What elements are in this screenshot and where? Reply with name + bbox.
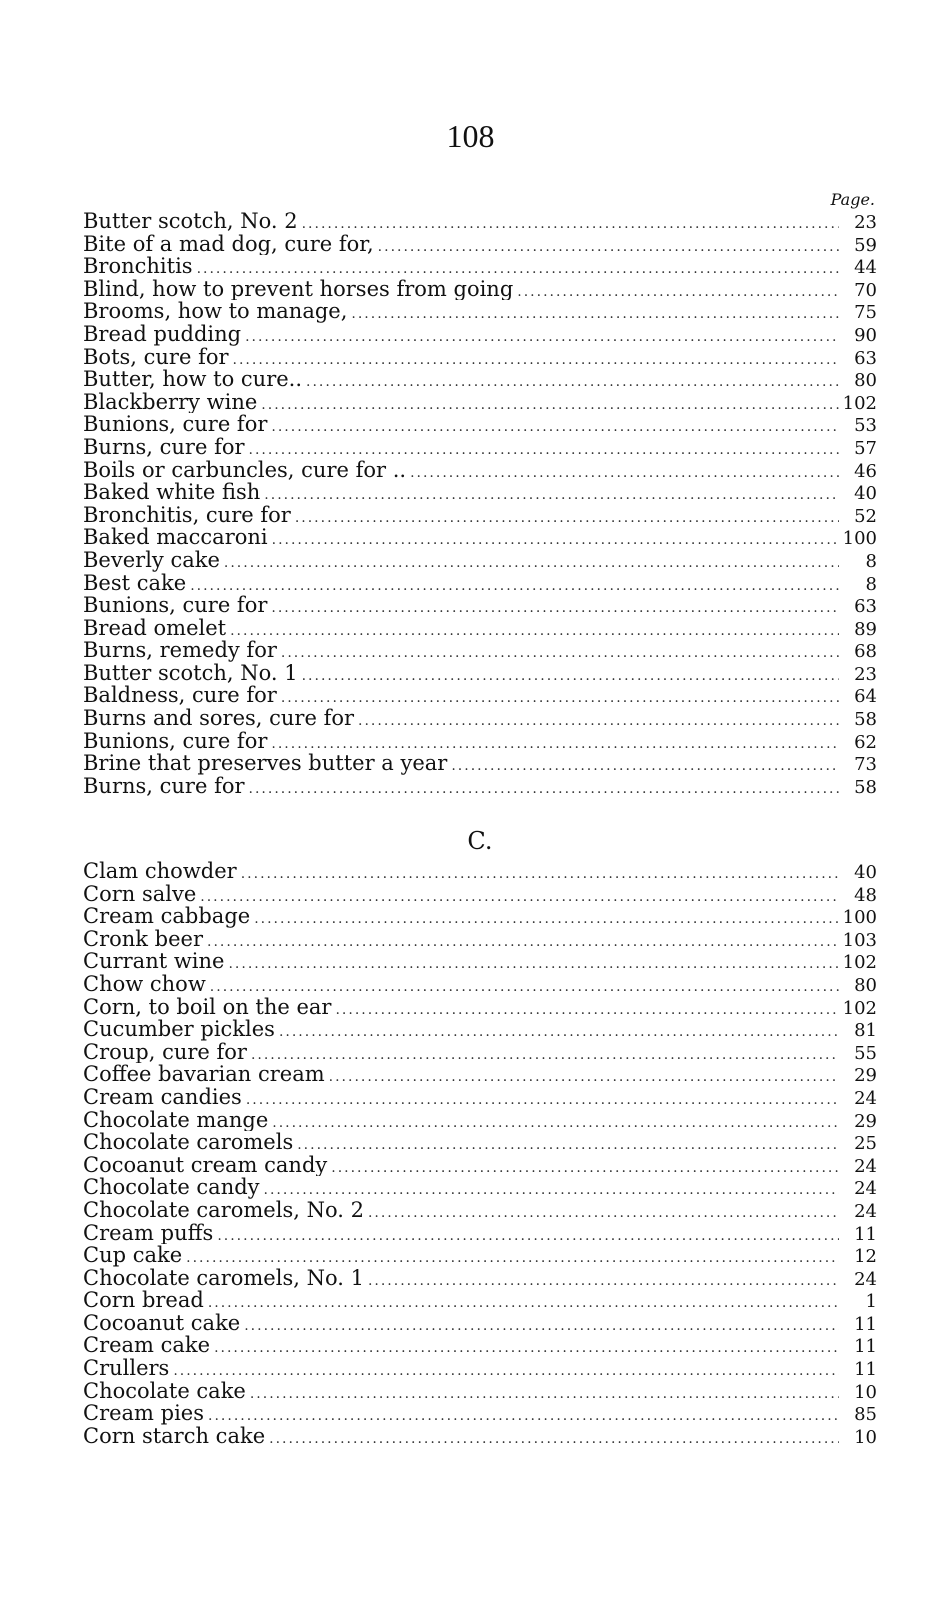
dot-leader	[251, 1044, 839, 1064]
entry-label: Cream cabbage	[83, 905, 251, 928]
index-entry	[83, 775, 877, 798]
dot-leader	[244, 1315, 839, 1335]
entry-label: Beverly cake	[83, 548, 220, 572]
entry-label: Cup cake	[83, 1244, 183, 1267]
entry-label: Chow chow	[83, 972, 206, 996]
entry-page-number: 73	[854, 754, 877, 775]
index-entry	[83, 210, 877, 233]
index-entry	[83, 459, 877, 482]
index-entry	[83, 1357, 877, 1380]
dot-leader	[217, 1225, 839, 1245]
entry-page-number: 8	[865, 550, 877, 572]
index-entry	[83, 1312, 877, 1335]
entry-label: Cream pies	[83, 1402, 205, 1425]
index-entry	[83, 346, 877, 369]
entry-label: Crullers	[83, 1357, 170, 1380]
entry-label: Burns and sores, cure for	[83, 707, 355, 730]
entry-page-number: 1	[865, 1291, 877, 1312]
index-entry	[83, 928, 877, 951]
entry-page-number: 48	[854, 884, 877, 906]
entry-label: Clam chowder	[83, 860, 237, 883]
entry-label: Croup, cure for	[83, 1040, 247, 1064]
entry-page-number: 11	[854, 1313, 877, 1335]
entry-label: Butter, how to cure..	[83, 368, 303, 391]
entry-page-number: 80	[854, 370, 877, 391]
entry-page-number: 68	[854, 641, 877, 662]
entry-label: Corn, to boil on the ear	[83, 995, 332, 1019]
dot-leader	[173, 1360, 839, 1380]
index-entry	[83, 549, 877, 572]
index-entry	[83, 707, 877, 730]
entry-label: Bronchitis	[83, 255, 193, 278]
entry-label: Currant wine	[83, 950, 225, 973]
entry-page-number: 23	[854, 663, 877, 685]
entry-page-number: 44	[854, 257, 877, 278]
dot-leader	[279, 1021, 839, 1041]
entry-page-number: 40	[854, 862, 877, 883]
dot-leader	[208, 1292, 839, 1312]
entry-page-number: 90	[854, 324, 877, 346]
index-entry	[83, 255, 877, 278]
index-entry	[83, 1380, 877, 1403]
index-entry	[83, 368, 877, 391]
entry-page-number: 80	[854, 974, 877, 996]
index-entry	[83, 730, 877, 753]
dot-leader	[271, 733, 839, 753]
dot-leader	[264, 484, 839, 504]
dot-leader	[517, 281, 839, 301]
entry-page-number: 10	[854, 1381, 877, 1403]
index-entry	[83, 950, 877, 973]
entry-page-number: 70	[854, 279, 877, 301]
entry-label: Corn bread	[83, 1289, 204, 1312]
entry-label: Chocolate mange	[83, 1108, 269, 1132]
index-entry	[83, 883, 877, 906]
dot-leader	[250, 1383, 839, 1403]
entry-label: Bread pudding	[83, 322, 242, 346]
dot-leader	[368, 1270, 839, 1290]
page-column-label: Page.	[830, 190, 875, 209]
dot-leader	[281, 642, 839, 662]
index-entry	[83, 481, 877, 504]
dot-leader	[295, 507, 839, 527]
index-entry	[83, 1131, 877, 1154]
dot-leader	[272, 529, 839, 549]
page-number: 108	[446, 118, 495, 154]
entry-label: Bunions, cure for	[83, 413, 268, 436]
entry-page-number: 64	[854, 686, 877, 708]
index-section-b	[83, 190, 877, 797]
entry-page-number: 85	[854, 1404, 877, 1425]
dot-leader	[230, 620, 839, 640]
entry-label: Corn salve	[83, 882, 197, 906]
entry-page-number: 24	[854, 1155, 877, 1177]
entry-label: Cocoanut cream candy	[83, 1153, 328, 1177]
index-entry	[83, 662, 877, 685]
index-section-c	[83, 860, 877, 1447]
dot-leader	[233, 349, 839, 369]
index-entry	[83, 617, 877, 640]
entry-page-number: 89	[854, 618, 877, 640]
entry-label: Chocolate cake	[83, 1379, 246, 1403]
dot-leader	[228, 953, 838, 973]
index-entry	[83, 860, 877, 883]
entry-label: Chocolate caromels	[83, 1131, 294, 1154]
section-c-heading-wrap	[83, 826, 877, 856]
index-entry	[83, 1199, 877, 1222]
dot-leader	[410, 462, 839, 482]
entry-page-number: 100	[842, 907, 877, 928]
entry-page-number: 12	[854, 1246, 877, 1267]
entry-page-number: 63	[854, 596, 877, 617]
dot-leader	[241, 863, 839, 883]
entry-page-number: 100	[842, 528, 877, 549]
dot-leader	[249, 439, 839, 459]
entry-label: Butter scotch, No. 2	[83, 210, 298, 233]
index-entry	[83, 752, 877, 775]
dot-leader	[351, 303, 839, 323]
entry-page-number: 10	[854, 1426, 877, 1448]
entry-label: Baldness, cure for	[83, 684, 277, 708]
entry-label: Burns, cure for	[83, 435, 245, 459]
entry-label: Bunions, cure for	[83, 729, 268, 753]
entry-page-number: 24	[854, 1268, 877, 1290]
index-entry	[83, 300, 877, 323]
entry-page-number: 102	[842, 952, 877, 973]
index-entry	[83, 1289, 877, 1312]
entry-label: Cronk beer	[83, 927, 204, 951]
entry-label: Chocolate caromels, No. 1	[83, 1266, 364, 1290]
dot-leader	[261, 394, 838, 414]
entry-page-number: 59	[854, 234, 877, 256]
index-entry	[83, 594, 877, 617]
index-entry	[83, 684, 877, 707]
entry-label: Baked maccaroni	[83, 526, 268, 549]
dot-leader	[197, 258, 839, 278]
entry-label: Coffee bavarian cream	[83, 1063, 325, 1086]
entry-label: Chocolate caromels, No. 2	[83, 1198, 364, 1222]
index-entry	[83, 323, 877, 346]
index-entry	[83, 1018, 877, 1041]
index-entry	[83, 1425, 877, 1448]
dot-leader	[331, 1157, 839, 1177]
index-entry	[83, 413, 877, 436]
dot-leader	[224, 552, 839, 572]
entry-page-number: 53	[854, 415, 877, 436]
dot-leader	[210, 976, 839, 996]
dot-leader	[190, 575, 839, 595]
entry-page-number: 24	[854, 1087, 877, 1109]
entry-label: Blind, how to prevent horses from going	[83, 277, 514, 301]
index-entry	[83, 278, 877, 301]
entry-page-number: 75	[854, 302, 877, 323]
entry-page-number: 24	[854, 1200, 877, 1222]
index-entry	[83, 973, 877, 996]
index-entry	[83, 233, 877, 256]
entry-label: Burns, remedy for	[83, 639, 277, 662]
entry-label: Baked white fish	[83, 481, 261, 504]
entry-label: Blackberry wine	[83, 390, 258, 414]
index-entry	[83, 996, 877, 1019]
entry-page-number: 25	[854, 1133, 877, 1154]
entry-page-number: 29	[854, 1110, 877, 1132]
dot-leader	[254, 908, 838, 928]
index-entry	[83, 572, 877, 595]
entry-label: Bots, cure for	[83, 345, 229, 369]
entry-label: Brooms, how to manage,	[83, 300, 348, 323]
dot-leader	[335, 999, 838, 1019]
entry-label: Bronchitis, cure for	[83, 503, 291, 527]
entry-page-number: 11	[854, 1336, 877, 1358]
entry-page-number: 58	[854, 776, 877, 798]
index-entry	[83, 526, 877, 549]
entry-page-number: 23	[854, 212, 877, 233]
entry-label: Cream puffs	[83, 1221, 214, 1245]
entry-label: Corn starch cake	[83, 1424, 266, 1448]
index-entry	[83, 1334, 877, 1357]
entry-label: Burns, cure for	[83, 774, 245, 798]
entry-page-number: 58	[854, 709, 877, 730]
entry-page-number: 57	[854, 437, 877, 459]
section-letter-c: C.	[467, 827, 493, 855]
entry-label: Cream candies	[83, 1085, 242, 1109]
dot-leader	[302, 213, 839, 233]
entry-label: Best cake	[83, 571, 187, 595]
dot-leader	[200, 886, 839, 906]
index-list-c	[83, 860, 877, 1447]
entry-page-number: 24	[854, 1178, 877, 1199]
index-list-b	[83, 210, 877, 797]
dot-leader	[358, 710, 839, 730]
index-entry	[83, 905, 877, 928]
dot-leader	[297, 1134, 839, 1154]
dot-leader	[269, 1428, 839, 1448]
index-entry	[83, 1176, 877, 1199]
entry-page-number: 62	[854, 731, 877, 753]
dot-leader	[208, 1405, 839, 1425]
index-entry	[83, 504, 877, 527]
dot-leader	[271, 416, 839, 436]
dot-leader	[281, 687, 839, 707]
entry-label: Cream cake	[83, 1334, 211, 1358]
dot-leader	[207, 931, 839, 951]
index-entry	[83, 1402, 877, 1425]
index-entry	[83, 1244, 877, 1267]
entry-label: Bite of a mad dog, cure for,	[83, 232, 374, 256]
entry-page-number: 102	[842, 392, 877, 414]
entry-page-number: 103	[842, 929, 877, 951]
entry-page-number: 81	[854, 1020, 877, 1041]
entry-page-number: 11	[854, 1359, 877, 1380]
entry-page-number: 102	[842, 997, 877, 1019]
dot-leader	[186, 1247, 839, 1267]
entry-page-number: 29	[854, 1065, 877, 1086]
index-entry	[83, 1086, 877, 1109]
index-entry	[83, 1041, 877, 1064]
index-entry	[83, 1267, 877, 1290]
dot-leader	[264, 1179, 839, 1199]
index-entry	[83, 436, 877, 459]
index-entry	[83, 1222, 877, 1245]
entry-label: Cocoanut cake	[83, 1311, 241, 1335]
entry-page-number: 11	[854, 1223, 877, 1245]
entry-page-number: 52	[854, 505, 877, 527]
entry-label: Chocolate candy	[83, 1176, 260, 1199]
entry-label: Bunions, cure for	[83, 594, 268, 617]
index-entry	[83, 391, 877, 414]
index-entry	[83, 639, 877, 662]
dot-leader	[249, 778, 839, 798]
dot-leader	[246, 1089, 839, 1109]
entry-page-number: 46	[854, 460, 877, 482]
index-entry	[83, 1063, 877, 1086]
entry-label: Bread omelet	[83, 616, 227, 640]
dot-leader	[271, 597, 839, 617]
entry-label: Butter scotch, No. 1	[83, 661, 298, 685]
index-entry	[83, 1109, 877, 1132]
dot-leader	[329, 1066, 839, 1086]
dot-leader	[272, 1112, 839, 1132]
entry-label: Cucumber pickles	[83, 1018, 275, 1041]
dot-leader	[302, 665, 839, 685]
dot-leader	[245, 326, 839, 346]
dot-leader	[451, 755, 839, 775]
dot-leader	[214, 1337, 839, 1357]
dot-leader	[378, 236, 839, 256]
entry-page-number: 8	[865, 573, 877, 595]
dot-leader	[306, 371, 839, 391]
entry-page-number: 63	[854, 347, 877, 369]
entry-label: Brine that preserves butter a year	[83, 752, 448, 775]
entry-page-number: 55	[854, 1042, 877, 1064]
index-entry	[83, 1154, 877, 1177]
dot-leader	[368, 1202, 839, 1222]
entry-label: Boils or carbuncles, cure for ..	[83, 458, 407, 482]
entry-page-number: 40	[854, 483, 877, 504]
